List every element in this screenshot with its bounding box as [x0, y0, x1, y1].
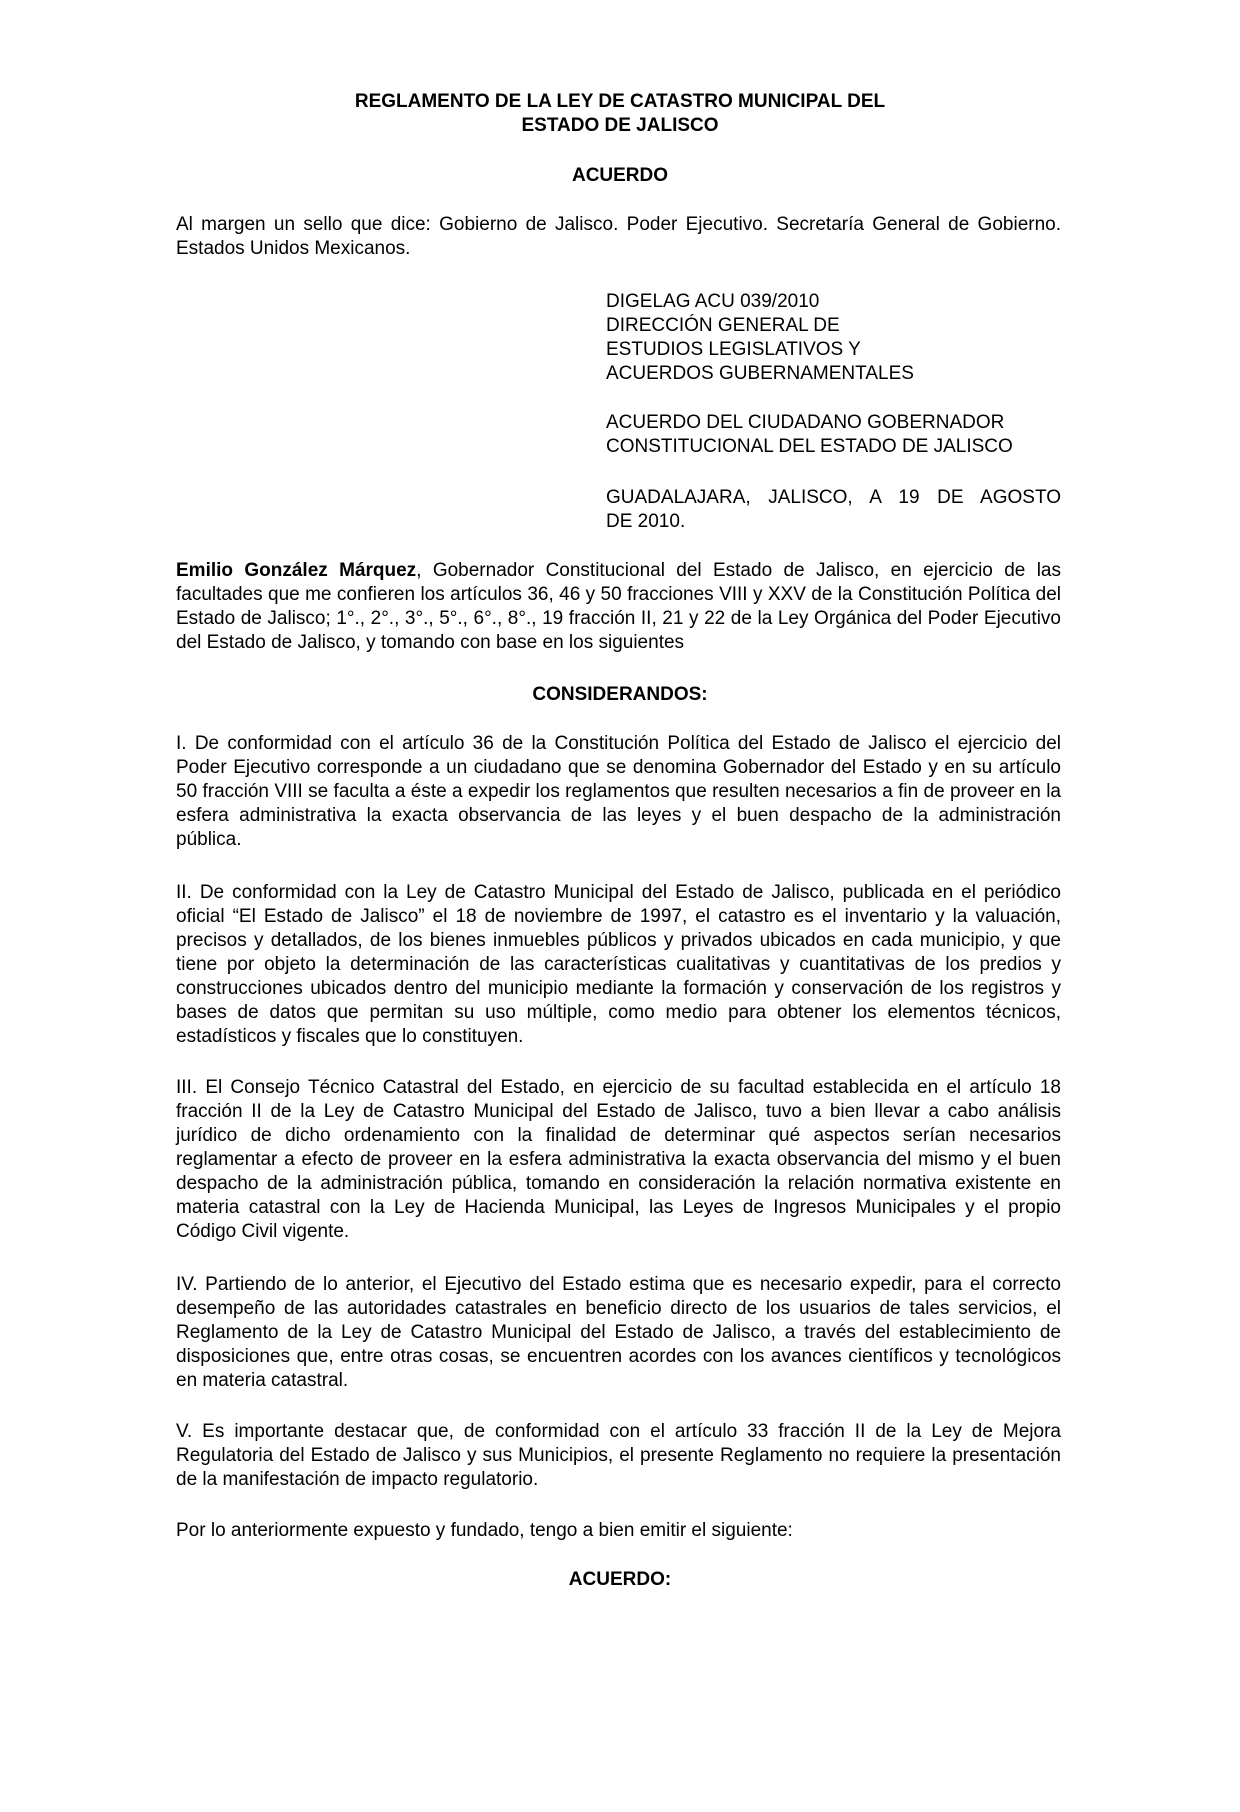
title-line-1: REGLAMENTO DE LA LEY DE CATASTRO MUNICIPAL DEL	[354, 91, 886, 112]
governor-text: , Gobernador Constitucional del Estado de Jalisco, en ejercicio de las facultades que me confieren los artículos 36, 46 y 50 fracciones VIII y XXV de la Constitución Política del Estado de Jalisco; 1°., 2°., 3°., 5°., 6°., 8°., 19 fracción II, 21 y 22 de la Ley Orgánica del Poder Ejecutivo del Estado de Jalisco, y tomando con base en los siguientes	[176, 560, 1061, 653]
title-line-2: ESTADO DE JALISCO	[521, 115, 719, 136]
governor-name: Emilio González Márquez	[176, 560, 417, 581]
date-line-2: DE 2010.	[606, 511, 686, 532]
heading-acuerdo: ACUERDO	[571, 165, 669, 186]
reference-line-2: DIRECCIÓN GENERAL DE	[606, 315, 840, 336]
considerando-paragraph: III. El Consejo Técnico Catastral del Estado, en ejercicio de su facultad establecida en el artículo 18 fracción II de la Ley de Catastro Municipal del Estado de Jalisco, tuvo a bien llevar a cabo análisis jurídico de dicho ordenamiento con la finalidad de determinar qué aspectos serían necesarios reglamentar a efecto de proveer en la esfera administrativa la exacta observancia del mismo y el buen despacho de la administración pública, tomando en consideración la relación normativa existente en materia catastral con la Ley de Hacienda Municipal, las Leyes de Ingresos Municipales y el propio Código Civil vigente.	[176, 1077, 1061, 1242]
considerando-paragraph: IV. Partiendo de lo anterior, el Ejecutivo del Estado estima que es necesario expedir, para el correcto desempeño de las autoridades catastrales en beneficio directo de los usuarios de tales servicios, el Reglamento de la Ley de Catastro Municipal del Estado de Jalisco, a través del establecimiento de disposiciones que, entre otras cosas, se encuentren acordes con los avances científicos y tecnológicos en materia catastral.	[176, 1274, 1061, 1391]
agreement-line-2: CONSTITUCIONAL DEL ESTADO DE JALISCO	[606, 436, 1013, 457]
considerando-paragraph: V. Es importante destacar que, de conformidad con el artículo 33 fracción II de la Ley de Mejora Regulatoria del Estado de Jalisco y sus Municipios, el presente Reglamento no requiere la presentación de la manifestación de impacto regulatorio.	[176, 1421, 1061, 1490]
date-line-1: GUADALAJARA, JALISCO, A 19 DE AGOSTO	[606, 487, 1061, 508]
reference-block	[606, 290, 1061, 386]
heading-acuerdo-final: ACUERDO:	[568, 1569, 672, 1590]
intro-paragraph: Al margen un sello que dice: Gobierno de Jalisco. Poder Ejecutivo. Secretaría General de Gobierno. Estados Unidos Mexicanos.	[176, 214, 1061, 259]
reference-line-1: DIGELAG ACU 039/2010	[606, 291, 820, 312]
date-block	[606, 486, 1061, 534]
agreement-block	[606, 411, 1061, 459]
closing-paragraph: Por lo anteriormente expuesto y fundado, tengo a bien emitir el siguiente:	[176, 1520, 793, 1541]
considerando-paragraph: II. De conformidad con la Ley de Catastro Municipal del Estado de Jalisco, publicada en el periódico oficial “El Estado de Jalisco” el 18 de noviembre de 1997, el catastro es el inventario y la valuación, precisos y detallados, de los bienes inmuebles públicos y privados ubicados en cada municipio, y que tiene por objeto la determinación de las características cualitativas y cuantitativas de los predios y construcciones ubicados dentro del municipio mediante la formación y conservación de los registros y bases de datos que permitan su uso múltiple, como medio para obtener los elementos técnicos, estadísticos y fiscales que lo constituyen.	[176, 882, 1061, 1047]
considerando-paragraph: I. De conformidad con el artículo 36 de la Constitución Política del Estado de Jalisco el ejercicio del Poder Ejecutivo corresponde a un ciudadano que se denomina Gobernador del Estado y en su artículo 50 fracción VIII se faculta a éste a expedir los reglamentos que resulten necesarios a fin de proveer en la esfera administrativa la exacta observancia de las leyes y el buen despacho de la administración pública.	[176, 733, 1061, 850]
document-title	[0, 90, 1240, 138]
governor-paragraph	[176, 559, 1061, 655]
agreement-line-1: ACUERDO DEL CIUDADANO GOBERNADOR	[606, 412, 1005, 433]
reference-line-3: ESTUDIOS LEGISLATIVOS Y	[606, 339, 861, 360]
heading-considerandos: CONSIDERANDOS:	[532, 684, 708, 705]
reference-line-4: ACUERDOS GUBERNAMENTALES	[606, 363, 914, 384]
